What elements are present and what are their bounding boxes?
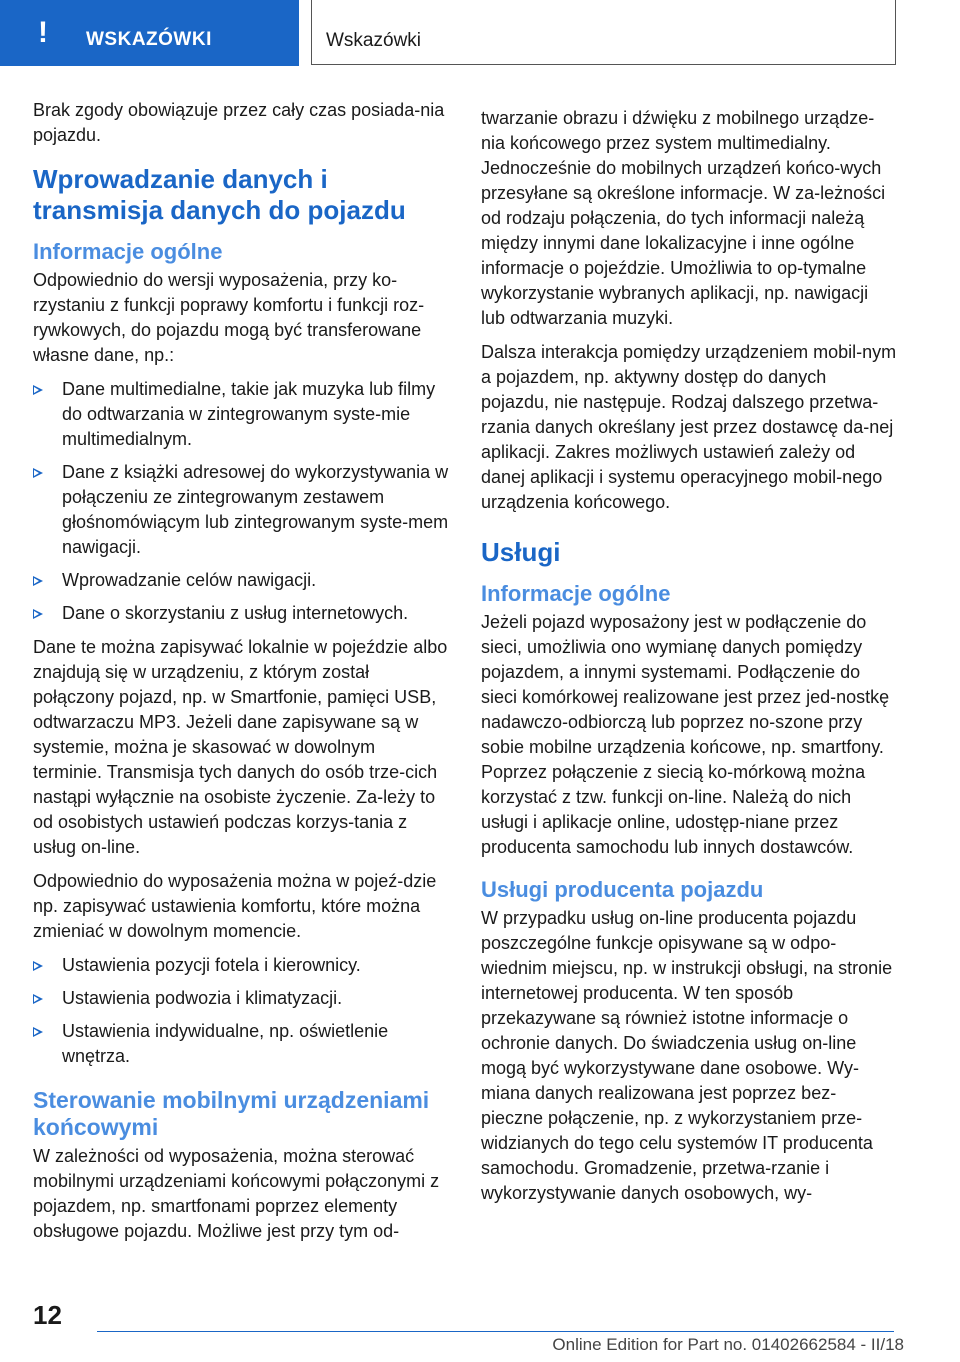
header-tab xyxy=(0,0,299,66)
triangle-bullet-icon xyxy=(33,468,43,478)
paragraph: Dane te można zapisywać lokalnie w pojeździe albo znajdują się w urządzeniu, z którym został połączony pojazd, np. w Smartfonie, pamięci USB, odtwarzaczu MP3. Jeżeli dane zapisywane są w systemie, można je skasować w dowolnym terminie. Transmisja tych danych do osób trze-cich nastąpi wyłącznie na osobiste życzenie. Za-leży to od osobistych ustawień podczas korzys-tania z usług on-line. xyxy=(33,637,448,857)
header-section-title: Wskazówki xyxy=(326,30,422,51)
list-item-text: Dane z książki adresowej do wykorzystywania w połączeniu ze zintegrowanym zestawem głośnomówiącym lub zintegrowanym syste-mem nawigacji. xyxy=(62,462,449,557)
paragraph: W przypadku usług on-line producenta pojazdu poszczególne funkcje opisywane są w odpo-wiednim miejscu, np. w instrukcji obsługi, na stronie internetowej producenta. W ten sposób przekazywane są również istotne informacje o ochronie danych. Do świadczenia usług on-line mogą być wykorzystywane dane osobowe. Wy-miana danych realizowana jest poprzez bez-pieczne połączenie, np. z wykorzystaniem prze-widzianych do tego celu systemów IT producenta samochodu. Gromadzenie, przetwa-rzanie i wykorzystywanie danych osobowych, wy- xyxy=(481,908,893,1203)
list-item xyxy=(33,986,449,1011)
exclamation-icon: ! xyxy=(38,16,48,49)
subheading-general-info: Informacje ogólne xyxy=(481,581,671,606)
list-item xyxy=(33,460,449,560)
intro-paragraph: Brak zgody obowiązuje przez cały czas posiada-nia pojazdu. xyxy=(33,100,445,145)
list-item-text: Dane o skorzystaniu z usług internetowych. xyxy=(62,603,409,623)
paragraph: W zależności od wyposażenia, można sterować mobilnymi urządzeniami końcowymi połączonymi z pojazdem, np. smartfonami poprzez elementy obsługowe pojazdu. Możliwe jest przy tym od- xyxy=(33,1146,440,1241)
paragraph: Odpowiednio do wersji wyposażenia, przy ko-rzystaniu z funkcji poprawy komfortu i funkcji roz-rywkowych, do pojazdu mogą być transferowane własne dane, np.: xyxy=(33,270,425,365)
subheading-manufacturer-services: Usługi producenta pojazdu xyxy=(481,877,764,902)
triangle-bullet-icon xyxy=(33,961,43,971)
paragraph: Odpowiednio do wyposażenia można w pojeź-dzie np. zapisywać ustawienia komfortu, które można zmieniać w dowolnym momencie. xyxy=(33,871,437,941)
subheading-general-info: Informacje ogólne xyxy=(33,239,223,264)
list-item xyxy=(33,601,449,626)
bullet-list xyxy=(33,377,449,626)
list-item-text: Wprowadzanie celów nawigacji. xyxy=(62,570,317,590)
paragraph: Dalsza interakcja pomiędzy urządzeniem mobil-nym a pojazdem, np. aktywny dostęp do danych pojazdu, nie następuje. Rodzaj dalszego przetwa-rzania danych określany jest przez dostawcę da-nej aplikacji. Zakres możliwych ustawień zależy od danej aplikacji i systemu operacyjnego mobil-nego urządzenia końcowego. xyxy=(481,342,897,512)
paragraph: Jeżeli pojazd wyposażony jest w podłączenie do sieci, umożliwia ono wymianę danych pomiędzy pojazdem, a innymi systemami. Podłączenie do sieci komórkowej realizowane jest przez jed-nostkę nadawczo-odbiorczą lub poprzez no-szone przy sobie mobilne urządzenia końcowe, np. smartfony. Poprzez połączenie z siecią ko-mórkową można korzystać z tzw. funkcji on-line. Należą do nich usługi i aplikacje online, udostęp-niane przez producenta samochodu lub innych dostawców. xyxy=(481,612,890,857)
bullet-list xyxy=(33,953,449,1069)
triangle-bullet-icon xyxy=(33,1027,43,1037)
header-tab-label: WSKAZÓWKI xyxy=(86,29,212,50)
heading-services: Usługi xyxy=(481,537,561,567)
footer-edition: Online Edition for Part no. 01402662584 - II/18 xyxy=(552,1335,904,1354)
list-item-text: Dane multimedialne, takie jak muzyka lub filmy do odtwarzania w zintegrowanym syste-mie multimedialnym. xyxy=(62,379,436,449)
list-item xyxy=(33,568,449,593)
page-number: 12 xyxy=(33,1300,62,1330)
list-item xyxy=(33,377,449,452)
triangle-bullet-icon xyxy=(33,609,43,619)
paragraph: twarzanie obrazu i dźwięku z mobilnego urządze-nia końcowego przez system multimedialny. Jednocześnie do mobilnych urządzeń końco-wych przesyłane są określone informacje. W za-leżności od rodzaju połączenia, do tych informacji należą między innymi dane lokalizacyjne i inne ogólne informacje o pojeździe. Umożliwia to op-tymalne wykorzystanie wybranych aplikacji, np. nawigacji lub odtwarzania muzyki. xyxy=(481,108,886,328)
heading-data-input: Wprowadzanie danych i transmisja danych do pojazdu xyxy=(33,164,406,225)
triangle-bullet-icon xyxy=(33,385,43,395)
list-item-text: Ustawienia indywidualne, np. oświetlenie wnętrza. xyxy=(62,1021,389,1066)
footer-divider xyxy=(97,1331,894,1332)
triangle-bullet-icon xyxy=(33,994,43,1004)
list-item xyxy=(33,1019,449,1069)
list-item-text: Ustawienia podwozia i klimatyzacji. xyxy=(62,988,343,1008)
list-item-text: Ustawienia pozycji fotela i kierownicy. xyxy=(62,955,361,975)
list-item xyxy=(33,953,449,978)
header-title-box xyxy=(311,0,896,65)
left-column xyxy=(33,98,449,1253)
heading-mobile-devices: Sterowanie mobilnymi urządzeniami końcowymi xyxy=(33,1087,430,1140)
right-column xyxy=(481,106,897,1215)
triangle-bullet-icon xyxy=(33,576,43,586)
